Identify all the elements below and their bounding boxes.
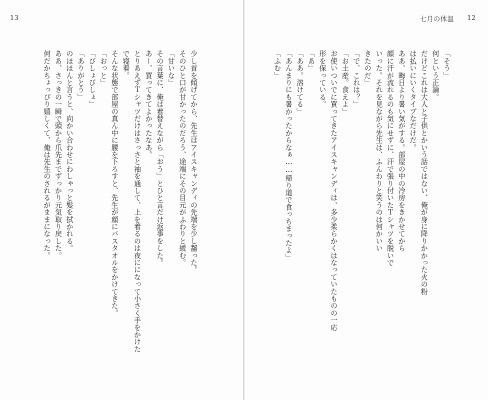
text-line: 「甘いな」 (167, 50, 176, 86)
text-line: きたのだ」 (363, 50, 372, 86)
body-text (41, 50, 199, 353)
body-text (271, 50, 452, 350)
text-line: 「あ」 (307, 50, 316, 72)
right-page (244, 0, 488, 400)
text-line: 「びしょびしょ」 (88, 50, 97, 108)
text-line: 何だかちょっぴり嬉しくて、俺は先生のされるがままになった。 (43, 50, 52, 259)
text-line: そのひと口が甘かったのだろう、途端にその目元がふわりと緩む。 (178, 50, 187, 266)
text-line: 少し首を傾げてから、先生はアイスキャンディの先端を少し齧った。 (190, 50, 198, 274)
text-line: で寝着。 (122, 50, 131, 79)
text-line: 形を保っている。 (318, 50, 327, 108)
text-line: その言葉に、俺は着替えながら「おう」とひと言だけ返事をした。 (156, 50, 165, 266)
text-line: 何という正論。 (431, 50, 440, 101)
text-line: 「そう」 (443, 50, 451, 79)
text-line: 「ああ。溶けてる」 (296, 50, 305, 115)
text-line: は払いにいくタイプなだけだ。 (409, 50, 418, 151)
text-line: 「お土産。食えよ」 (341, 50, 350, 115)
text-line: 「おっと」 (99, 50, 108, 86)
text-line: あー、買ってきてよかったなあ。 (144, 50, 153, 158)
text-line: のほほんと言うと、向かい合わせにわしゃっと髪を拭かれる。 (65, 50, 74, 252)
running-title: 七月の体温 (420, 15, 454, 23)
page-number: 13 (10, 14, 19, 22)
text-line: とりあえずＴシャツだけはさっさと袖を通して、上を着るのは夜にになって小さく手をかけた (133, 50, 142, 353)
text-line: 「で、これは？」 (352, 50, 361, 108)
text-line: そんな状態で部屋の真ん中に腰を下ろすと、先生が顔にバスタオルをかけてきた。 (110, 50, 119, 317)
text-line: 「あんまりにも暑かったからなぁ……帰り道で食っちまったよ」 (284, 50, 293, 261)
page-number: 12 (467, 14, 476, 22)
text-line: ああ、さっきの一瞬で頭から爪先までずっかり元気取り戻した。 (54, 50, 63, 259)
text-line: お使いついでに買ってきたアイスキャンディは、多少柔らかくはなっていたものの一応 (330, 50, 339, 331)
text-line: いった。それを見ながら先生は、ふんわりと笑うのは何かいい (375, 50, 384, 252)
left-page (0, 0, 244, 400)
text-line: だけどこれは大人と子供とかいう話ではない、俺が身に降りかかった火の粉 (420, 50, 429, 295)
text-line: 「ふむ」 (273, 50, 282, 79)
text-line: 顔に汗が流れるのも気にせずに、汗で張り付いたＴシャツを脱いで (386, 50, 395, 266)
text-line: 「ありがとう」 (77, 50, 86, 101)
text-line: ああ、晦日より暑い気がする。部屋の中の冷房をきかせてから (397, 50, 406, 252)
